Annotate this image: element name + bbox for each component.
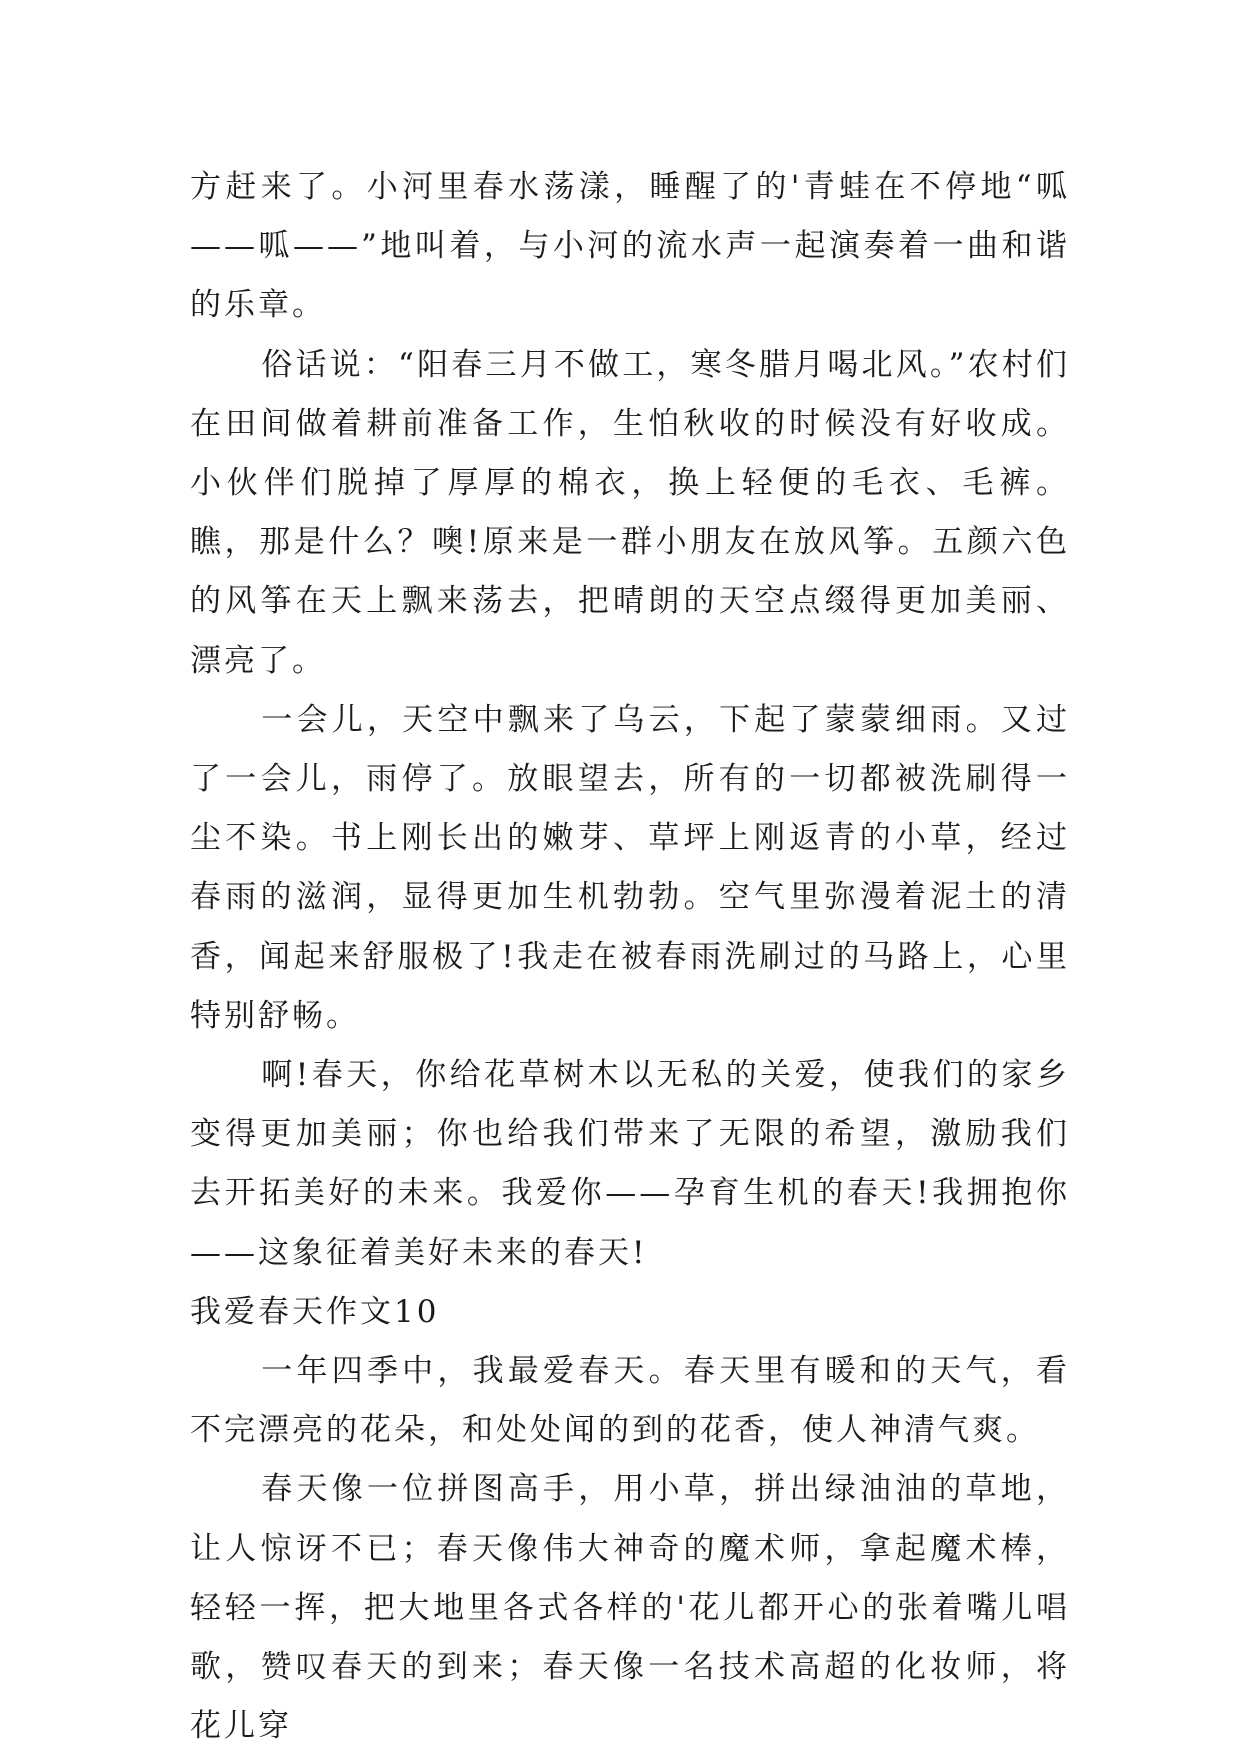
paragraph: 俗话说：“阳春三月不做工，寒冬腊月喝北风。”农村们在田间做着耕前准备工作，生怕秋收的时候没有好收成。小伙伴们脱掉了厚厚的棉衣，换上轻便的毛衣、毛裤。瞧，那是什么？噢!原来是一群小朋友在放风筝。五颜六色的风筝在天上飘来荡去，把晴朗的天空点缀得更加美丽、漂亮了。 [190,346,1070,679]
paragraph: 方赶来了。小河里春水荡漾，睡醒了的'青蛙在不停地“呱——呱——”地叫着，与小河的流水声一起演奏着一曲和谐的乐章。 [190,169,1070,324]
section-title: 我爱春天作文10 [190,1293,440,1330]
document-body [190,158,1070,1756]
paragraph: 一年四季中，我最爱春天。春天里有暖和的天气，看不完漂亮的花朵，和处处闻的到的花香，使人神清气爽。 [190,1353,1070,1449]
paragraph: 春天像一位拼图高手，用小草，拼出绿油油的草地，让人惊讶不已；春天像伟大神奇的魔术师，拿起魔术棒，轻轻一挥，把大地里各式各样的'花儿都开心的张着嘴儿唱歌，赞叹春天的到来；春天像一名技术高超的化妆师，将花儿穿 [190,1471,1070,1745]
paragraph: 一会儿，天空中飘来了乌云，下起了蒙蒙细雨。又过了一会儿，雨停了。放眼望去，所有的一切都被洗刷得一尘不染。书上刚长出的嫩芽、草坪上刚返青的小草，经过春雨的滋润，显得更加生机勃勃。空气里弥漫着泥土的清香，闻起来舒服极了!我走在被春雨洗刷过的马路上，心里特别舒畅。 [190,701,1070,1034]
paragraph: 啊!春天，你给花草树木以无私的关爱，使我们的家乡变得更加美丽；你也给我们带来了无限的希望，激励我们去开拓美好的未来。我爱你——孕育生机的春天!我拥抱你——这象征着美好未来的春天! [190,1057,1070,1271]
